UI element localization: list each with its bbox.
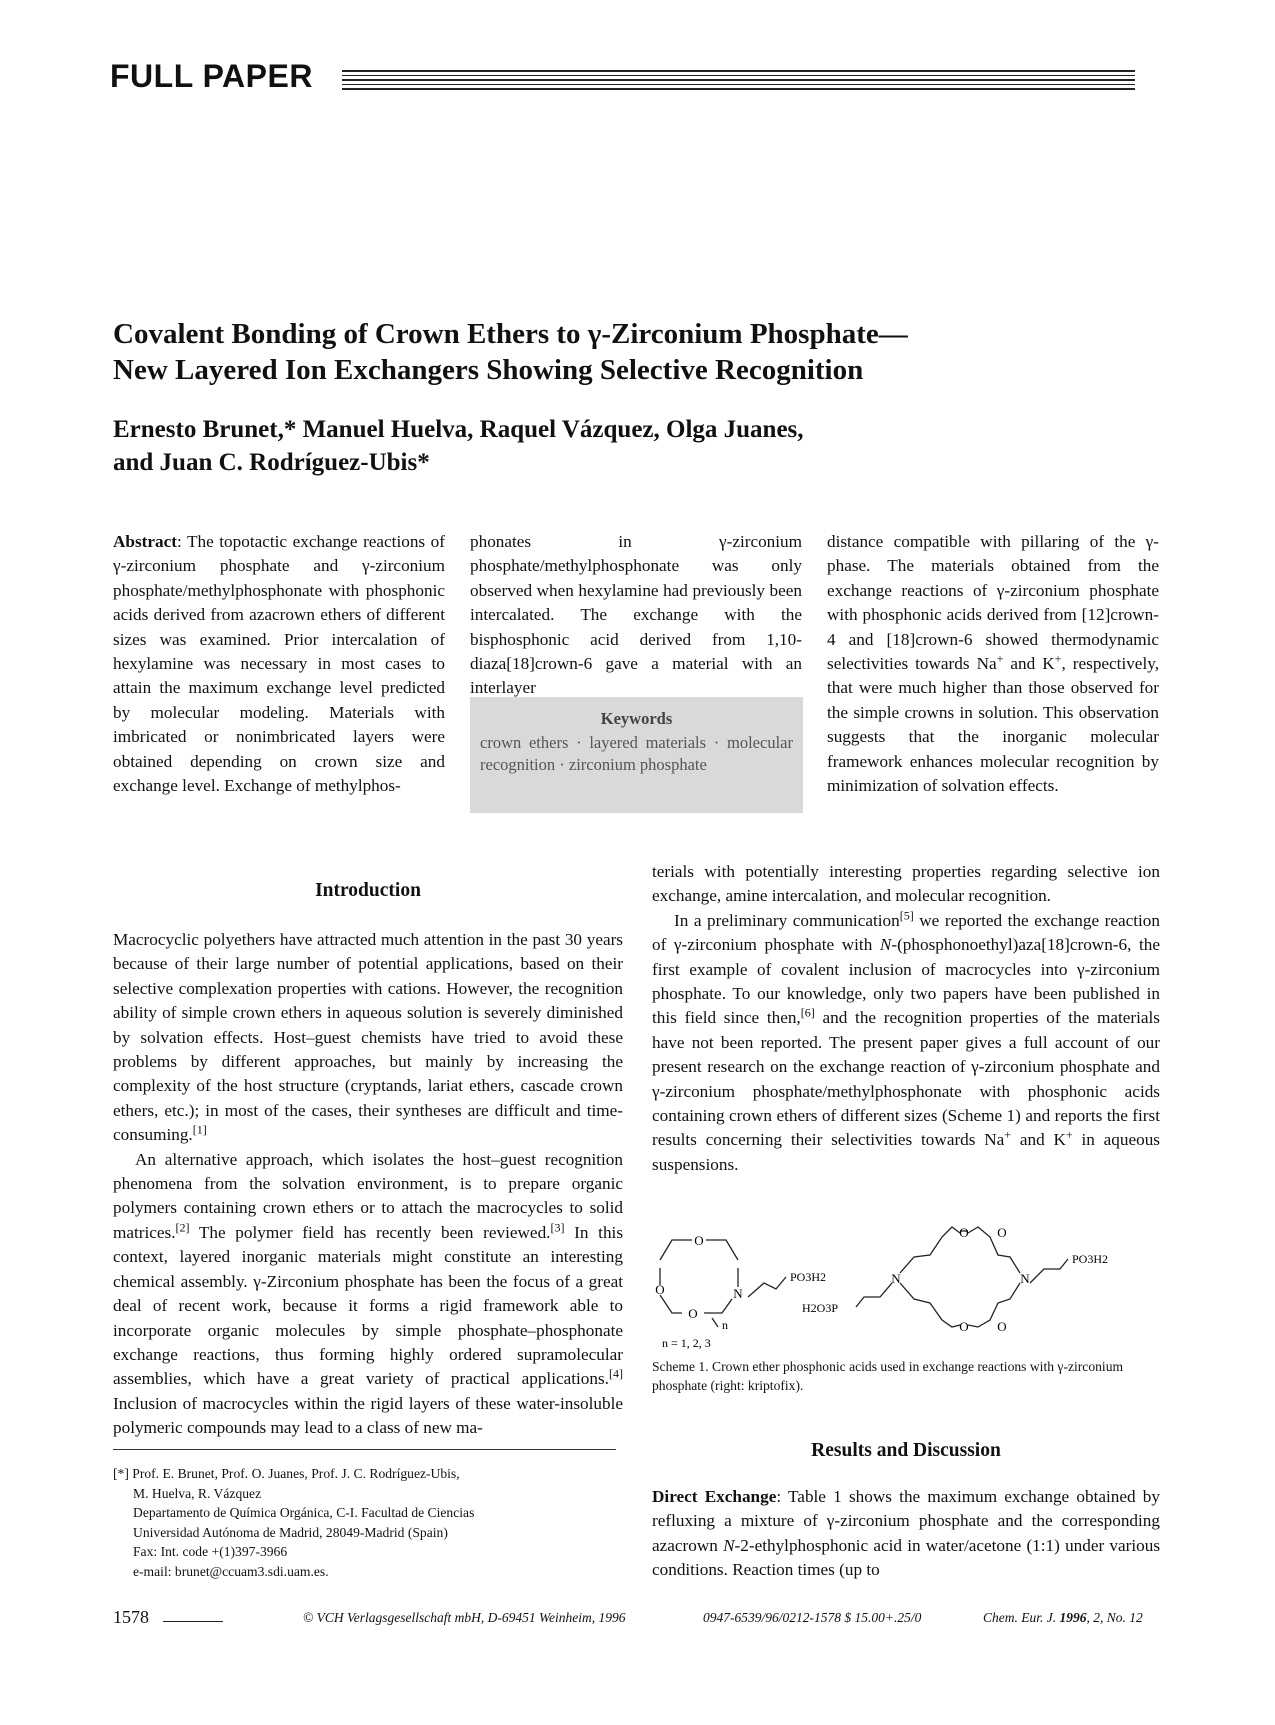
- paper-title: [113, 316, 1113, 388]
- intro-p2-text-a: An alternative approach, which isolates the host–guest recognition phenomena from the solvation environment, is to prepare organic polymers containing crown ethers or to attach the macrocycles to solid matrices.: [113, 1149, 623, 1242]
- atom-label: O: [688, 1306, 698, 1321]
- abstract-label: Abstract: [113, 532, 177, 551]
- kriptofix-structure: [856, 1227, 1068, 1327]
- citation-ref: [6]: [800, 1005, 815, 1020]
- italic-n: N: [723, 1535, 735, 1555]
- footnote-line: e-mail: brunet@ccuam3.sdi.uam.es.: [133, 1563, 329, 1579]
- abstract-column-1: [113, 530, 445, 798]
- superscript: +: [996, 651, 1004, 666]
- results-text-a: : Table 1 shows the maximum exchange obtained by refluxing a mixture of γ-zirconium phosphate and the corresponding azacrown: [652, 1487, 1160, 1555]
- atom-label: N: [733, 1286, 743, 1301]
- intro-col2-paragraph-2: [652, 909, 1160, 1177]
- abstract-text-2: phonates in γ-zirconium phosphate/methylphosphonate was only observed when hexylamine had previously been intercalated. The exchange with the bisphosphonic acid derived from 1,10-diaza[18]crown-6 gave a material with an interlayer: [470, 532, 802, 698]
- authors-line-2: and Juan C. Rodríguez-Ubis*: [113, 449, 430, 476]
- journal-year: 1996: [1059, 1610, 1087, 1625]
- intro-col2-text-c: -(phosphonoethyl)aza[18]crown-6, the first example of covalent inclusion of macrocycles into γ-zirconium phosphate. To our knowledge, only two papers have been published in this field since then,: [652, 935, 1160, 1028]
- intro-p1-text: Macrocyclic polyethers have attracted much attention in the past 30 years because of their large number of potential applications, based on their selective complexation properties with cations. However, the recognition ability of simple crown ethers in aqueous solution is severely diminished by solvation effects. Host–guest chemists have tried to avoid these problems by different approaches, but mainly by increasing the complexity of the host structure (cryptands, lariat ethers, cascade crown ethers, etc.); in most of the cases, their syntheses are difficult and time-consuming.: [113, 930, 623, 1145]
- italic-n: N: [879, 935, 892, 955]
- keywords-title: Keywords: [600, 709, 673, 728]
- introduction-heading: Introduction: [315, 880, 421, 901]
- footnote-line: M. Huelva, R. Vázquez: [133, 1485, 262, 1501]
- azacrown-structure: [660, 1240, 786, 1327]
- subscript-n: n: [722, 1318, 728, 1332]
- atom-label: O: [997, 1319, 1007, 1334]
- superscript: +: [1065, 1127, 1073, 1142]
- abstract-text-1: : The topotactic exchange reactions of γ-zirconium phosphate and γ-zirconium phosphate/methylphosphonate with phosphonic acids derived from azacrown ethers of different sizes was examined. Prior intercalation of hexylamine was necessary in most cases to attain the maximum exchange level predicted by molecular modeling. Materials with imbricated or nonimbricated layers were obtained depending on crown size and exchange level. Exchange of methylphos-: [113, 532, 445, 796]
- footnote-rule: [113, 1449, 616, 1450]
- footnote-marker: [*]: [113, 1466, 129, 1481]
- footnote-line: Fax: Int. code +(1)397-3966: [133, 1544, 288, 1559]
- page-number: 1578: [113, 1607, 149, 1627]
- footnote-line: Universidad Autónoma de Madrid, 28049-Madrid (Spain): [133, 1524, 448, 1540]
- n-values-label: n = 1, 2, 3: [662, 1336, 711, 1350]
- results-text-b: -2-ethylphosphonic acid in water/acetone (1:1) under various conditions. Reaction times (up to: [652, 1535, 1161, 1580]
- results-heading: Results and Discussion: [811, 1440, 1001, 1461]
- abstract-text-3a: distance compatible with pillaring of the γ-phase. The materials obtained from the exchange reactions of γ-zirconium phosphate with phosphonic acids derived from [12]crown-4 and [18]crown-6 showed thermodynamic selectivities towards Na: [827, 532, 1159, 674]
- citation-ref: [4]: [608, 1366, 623, 1381]
- intro-col2-paragraph-1: terials with potentially interesting properties regarding selective ion exchange, amine intercalation, and molecular recognition.: [652, 862, 1160, 906]
- results-column: [652, 1485, 1160, 1583]
- intro-paragraph-1: [113, 928, 623, 1148]
- intro-col2-text-e: and K: [1011, 1130, 1066, 1150]
- phosphonic-group-label: PO3H2: [1072, 1252, 1109, 1266]
- atom-label: N: [891, 1271, 901, 1286]
- journal-issue: , 2, No. 12: [1086, 1610, 1143, 1625]
- author-list: [113, 413, 1013, 479]
- citation-ref: [3]: [550, 1220, 565, 1235]
- abstract-text-3c: , respectively, that were much higher than those observed for the simple crowns in solution. This observation suggests that the inorganic molecular framework enhances molecular recognition by minimization of solvation effects.: [827, 654, 1159, 796]
- footnote-line: Departamento de Química Orgánica, C-I. Facultad de Ciencias: [133, 1505, 475, 1520]
- abstract-text-3b: and K: [1003, 654, 1055, 674]
- keywords-list: crown ethers · layered materials · molecular recognition · zirconium phosphate: [480, 733, 793, 774]
- phosphonic-group-label: PO3H2: [790, 1270, 827, 1284]
- title-line-2: New Layered Ion Exchangers Showing Selective Recognition: [113, 354, 864, 386]
- header-rules: [342, 70, 1135, 94]
- superscript: +: [1054, 651, 1062, 666]
- intro-col2-text-a: In a preliminary communication: [674, 910, 900, 930]
- issn-line: 0947-6539/96/0212-1578 $ 15.00+.25/0: [703, 1610, 922, 1625]
- abstract-column-2: [470, 530, 802, 701]
- title-line-1: Covalent Bonding of Crown Ethers to γ-Zirconium Phosphate—: [113, 318, 908, 350]
- page-footer: [113, 1607, 1163, 1633]
- atom-label: N: [1020, 1271, 1030, 1286]
- citation-ref: [5]: [899, 908, 914, 923]
- journal-name: Chem. Eur. J.: [983, 1610, 1060, 1625]
- atom-label: O: [959, 1319, 969, 1334]
- keywords-box: [470, 697, 803, 813]
- journal-citation: [983, 1610, 1143, 1626]
- atom-label: O: [997, 1225, 1007, 1240]
- intro-col2-text-f: in aqueous suspensions.: [652, 1130, 1160, 1174]
- intro-p2-text-d: Inclusion of macrocycles within the rigid layers of these water-insoluble polymeric compounds may lead to a class of new ma-: [113, 1393, 623, 1438]
- footnote-line: Prof. E. Brunet, Prof. O. Juanes, Prof. J. C. Rodríguez-Ubis,: [132, 1466, 460, 1481]
- results-lead: Direct Exchange: [652, 1487, 777, 1506]
- atom-label: O: [959, 1225, 969, 1240]
- scheme-1-structures: [652, 1215, 1162, 1350]
- citation-ref: [1]: [192, 1122, 207, 1137]
- authors-line-1: Ernesto Brunet,* Manuel Huelva, Raquel Vázquez, Olga Juanes,: [113, 416, 804, 443]
- intro-p2-text-c: In this context, layered inorganic materials might constitute an interesting chemical assembly. γ-Zirconium phosphate has been the focus of a great deal of recent work, because it forms a rigid framework able to incorporate organic molecules by simple phosphate–phosphonate exchange reactions, thus forming highly ordered supramolecular assemblies, which have a great variety of practical applications.: [113, 1222, 624, 1389]
- atom-label: O: [655, 1282, 665, 1297]
- publisher-line: © VCH Verlagsgesellschaft mbH, D-69451 Weinheim, 1996: [303, 1610, 626, 1625]
- abstract-column-3: [827, 530, 1159, 798]
- intro-p2-text-b: The polymer field has recently been reviewed.: [189, 1222, 551, 1242]
- introduction-column-1: [113, 928, 623, 1441]
- phosphonic-group-label: H2O3P: [802, 1301, 839, 1315]
- intro-col2-text-d: and the recognition properties of the materials have not been reported. The present paper gives a full account of our present research on the exchange reaction of γ-zirconium phosphate and γ-zirconium phosphate/methylphosphonate with phosphonic acids containing crown ethers of different sizes (Scheme 1) and reports the first results concerning their selectivities towards Na: [652, 1008, 1160, 1150]
- superscript: +: [1004, 1127, 1012, 1142]
- intro-paragraph-2: [113, 1148, 623, 1441]
- citation-ref: [2]: [175, 1220, 190, 1235]
- section-label: FULL PAPER: [110, 58, 313, 94]
- introduction-column-2: [652, 860, 1160, 1177]
- author-footnote: [113, 1464, 623, 1581]
- scheme-caption: Scheme 1. Crown ether phosphonic acids used in exchange reactions with γ-zirconium phosphate (right: kriptofix).: [652, 1359, 1124, 1393]
- page-number-rule: [163, 1621, 223, 1622]
- intro-col2-text-b: we reported the exchange reaction of γ-zirconium phosphate with: [652, 910, 1160, 955]
- atom-label: O: [694, 1233, 704, 1248]
